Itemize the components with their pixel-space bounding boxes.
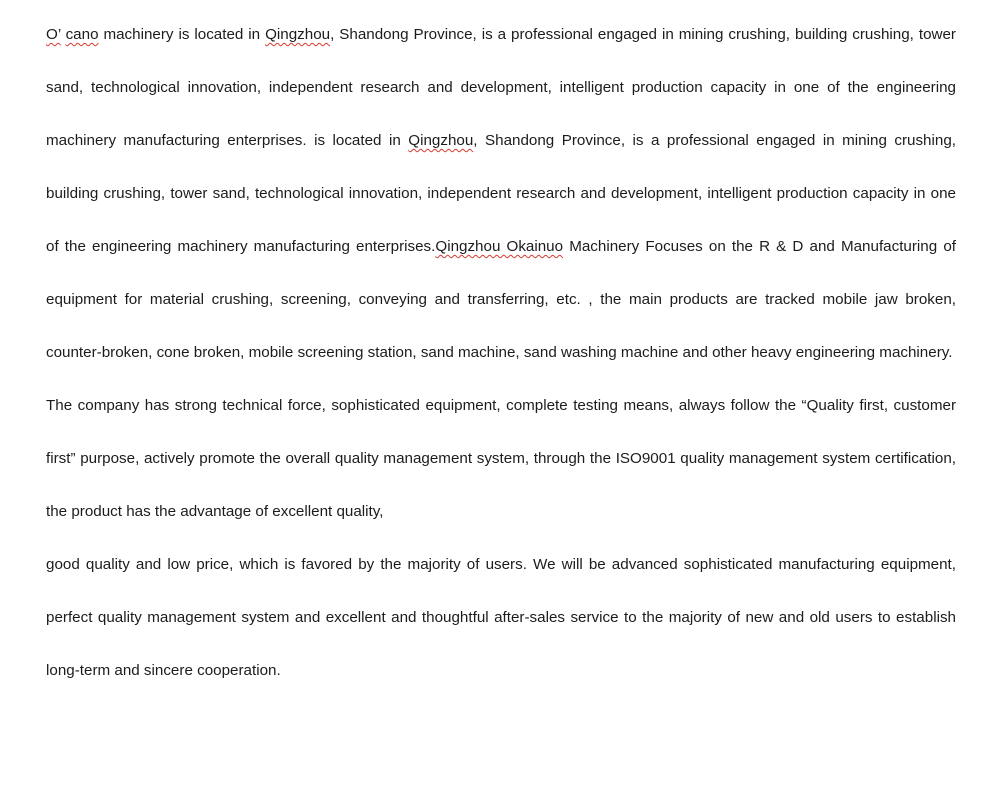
misspelled-word: O’ [46,26,61,43]
misspelled-word: Qingzhou [265,26,331,43]
paragraph-service-cooperation [46,538,956,697]
misspelled-word: Qingzhou Okainuo [435,238,564,255]
text-run: good quality and low price, which is favored by the majority of users. We will be advanced sophisticated manufacturing equipment, perfect quality management system and excellent and thoughtful after-sales service to the majority of new and old users to establish long-term and sincere cooperation. [46,556,956,679]
text-run: , Shandong Province, is a professional engaged in mining crushing, building crushing, tower sand, technological innovation, independent research and development, intelligent production capacity in one of the engineering machinery manufacturing enterprises. [46,132,956,255]
text-run: The company has strong technical force, sophisticated equipment, complete testing means, always follow the “Quality first, customer first” purpose, actively promote the overall quality management system, through the ISO9001 quality management system certification, the product has the advantage of excellent quality, [46,397,956,520]
document-body [46,8,956,697]
text-run: Machinery Focuses on the R & D and Manufacturing of equipment for material crushing, screening, conveying and transferring, etc. , the main products are tracked mobile jaw broken, counter-broken, cone broken, mobile screening station, sand machine, sand washing machine and other heavy engineering machinery. [46,238,956,361]
misspelled-word: cano [65,26,99,43]
text-run: machinery is located in [98,26,266,43]
misspelled-word: Qingzhou [408,132,474,149]
text-run: , Shandong Province, is a professional engaged in mining crushing, building crushing, tower sand, technological innovation, independent research and development, intelligent production capacity in one of the engineering machinery manufacturing enterprises. is located in [46,26,956,149]
paragraph-technical-force [46,379,956,538]
paragraph-company-intro [46,8,956,379]
